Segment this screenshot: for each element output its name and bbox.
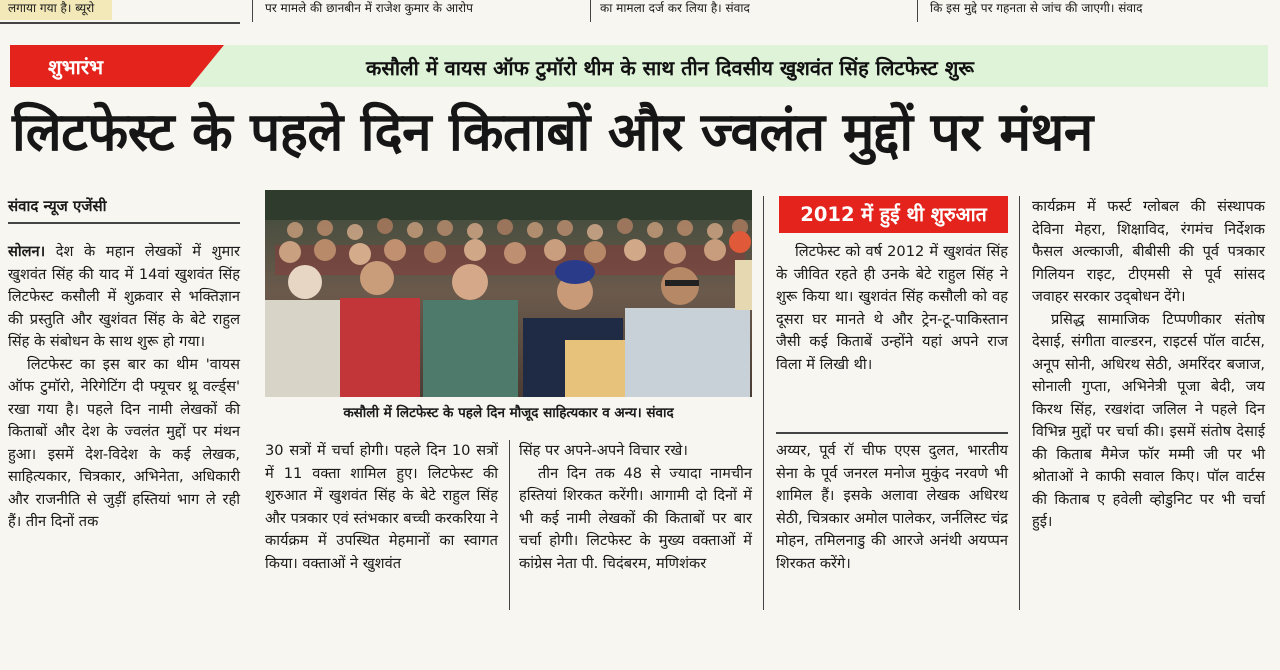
divider [776,432,1008,434]
divider [8,222,240,224]
audience-photo-illustration [265,190,752,397]
article-column-2 [265,440,498,575]
sidebar-box-title: 2012 में हुई थी शुरुआत [779,196,1008,233]
divider [763,196,764,610]
top-strip-col3: का मामला दर्ज कर लिया है। संवाद [600,1,750,15]
top-strip-col2: पर मामले की छानबीन में राजेश कुमार के आरोप [265,1,473,15]
divider [0,22,240,24]
section-tag [10,45,224,87]
divider [590,0,591,22]
divider [509,440,510,610]
paragraph: 30 सत्रों में चर्चा होगी। पहले दिन 10 सत्रों में 11 वक्ता शामिल हुए। लिटफेस्ट की शुरुआत में खुशवंत सिंह के बेटे राहुल सिंह और पत्रकार एवं स्तंभकार बच्ची करकरिया ने कार्यक्रम में उपस्थित मेहमानों का स्वागत किया। वक्ताओं ने खुशवंत [265,442,498,572]
section-tag-label: शुभारंभ [48,55,104,79]
sidebar-box-text [776,241,1008,376]
divider [252,0,253,22]
paragraph: लिटफेस्ट का इस बार का थीम 'वायस ऑफ टुमॉरो, नेरिगेटिंग दी फ्यूचर थ्रू वर्ल्ड्स' रखा गया है। पहले दिन नामी लेखकों की किताबों और देश के ज्वलंत मुद्दों पर मंथन हुआ। इसमें देश-विदेश के कई लेखक, साहित्यकार, चित्रकार, अभिनेता, अधिकारी और राजनीति से जुड़ीं हस्तियां भाग ले रही हैं। तीन दिनों तक [8,355,240,530]
paragraph: सिंह पर अपने-अपने विचार रखे। [519,442,688,459]
article-column-1 [8,241,240,534]
paragraph: तीन दिन तक 48 से ज्यादा नामचीन हस्तियां शिरकत करेंगी। आगामी दो दिनों में भी कई नामी लेखकों की किताबों पर बार चर्चा होगी। लिटफेस्ट के मुख्य वक्ताओं में कांग्रेस नेता पी. चिदंबरम, मणिशंकर [519,464,752,572]
previous-story-strip [0,0,1280,22]
paragraph: कार्यक्रम में फर्स्ट ग्लोबल की संस्थापक देविना मेहरा, शिक्षाविद, रंगमंच निर्देशक फैसल अल्काजी, बीबीसी की पूर्व पत्रकार गिलियन राइट, टीएमसी से पूर्व सांसद जवाहर सरकार उद्‍बोधन देंगे। [1032,198,1265,305]
main-headline: लिटफेस्ट के पहले दिन किताबों और ज्वलंत मुद्दों पर मंथन [12,102,1093,163]
article-column-5 [1032,196,1265,534]
paragraph: लिटफेस्ट को वर्ष 2012 में खुशवंत सिंह के जीवित रहते ही उनके बेटे राहुल सिंह ने शुरू किया था। खुशवंत सिंह कसौली को वह दूसरा घर मानते थे और ट्रेन-टू-पाकिस्तान जैसी कई किताबें उन्होंने यहां अपने राज विला में लिखी थी। [776,243,1008,373]
subheadline: कसौली में वायस ऑफ टुमॉरो थीम के साथ तीन दिवसीय खुशवंत सिंह लिटफेस्ट शुरू [366,56,974,80]
divider [917,0,918,22]
byline: संवाद न्यूज एजेंसी [8,197,107,215]
photo-caption: कसौली में लिटफेस्ट के पहले दिन मौजूद साहित्यकार व अन्य। संवाद [343,405,674,421]
top-strip-col1: लगाया गया है। ब्यूरो [0,0,112,20]
paragraph: देश के महान लेखकों में शुमार खुशवंत सिंह की याद में 14वां खुशवंत सिंह लिटफेस्ट कसौली में शुक्रवार से भक्तिज्ञान की प्रस्तुति और खुशंवत सिंह के बेटे राहुल सिंह के संबोधन के साथ शुरू हो गया। [8,243,240,350]
paragraph: प्रसिद्ध सामाजिक टिप्पणीकार संतोष देसाई, संगीता वाल्डरन, राइटर्स पॉल वार्टस, अनूप सोनी, अधिरथ सेठी, अमरिंदर बजाज, सोनाली गुप्ता, अभिनेत्री पूजा बेदी, जय किरथ सिंह, रखशंदा जलिल ने पहले दिन विभिन्न मुद्दों पर चर्चा की। इसमें संतोष देसाई की किताब मैमेज फॉर मम्मी जी पर भी श्रोताओं ने काफी सवाल किए। पॉल वार्टस की किताब ए हवेली व्होडुनिट पर भी चर्चा हुई। [1032,310,1265,530]
article-column-4 [776,440,1008,575]
section-banner [10,45,1268,87]
divider [1019,196,1020,610]
event-photo [265,190,752,397]
top-strip-col4: कि इस मुद्दे पर गहनता से जांच की जाएगी। संवाद [930,1,1143,15]
paragraph: अय्यर, पूर्व रॉ चीफ एएस दुलत, भारतीय सेना के पूर्व जनरल मनोज मुकुंद नरवणे भी शामिल हैं। इसके अलावा लेखक अधिरथ सेठी, चित्रकार अमोल पालेकर, जर्नलिस्ट चंद्र मोहन, तमिलनाडु की आरजे अनंथी अयप्पन शिरकत करेंगे। [776,442,1008,572]
article-column-3 [519,440,752,575]
dateline: सोलन। [8,243,46,260]
